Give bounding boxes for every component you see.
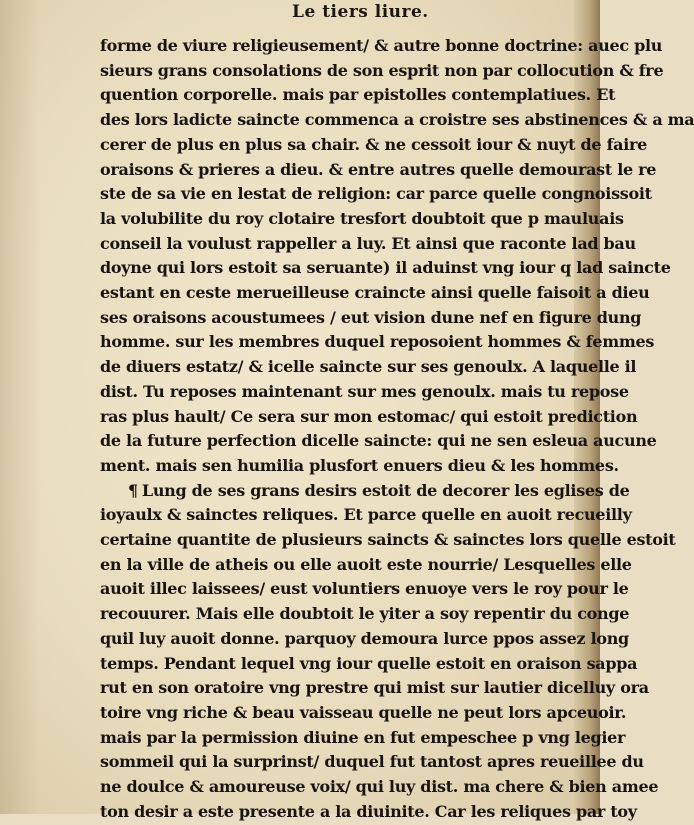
page-edge-shadow	[0, 0, 40, 814]
text-line: auoit illec laissees/ eust voluntiers enuoye vers le roy pour le	[100, 579, 629, 599]
text-line: doyne qui lors estoit sa seruante) il aduinst vng iour q lad saincte	[100, 258, 671, 278]
text-line: des lors ladicte saincte commenca a croistre ses abstinences & a ma	[100, 110, 694, 130]
text-line: ras plus hault/ Ce sera sur mon estomac/ qui estoit prediction	[100, 406, 638, 426]
text-line: conseil la voulust rappeller a luy. Et ainsi que raconte lad bau	[100, 233, 636, 253]
running-head: Le tiers liure.	[292, 2, 429, 22]
text-line: certaine quantite de plusieurs saincts & sainctes lors quelle estoit	[100, 530, 676, 550]
text-line: en la ville de atheis ou elle auoit este nourrie/ Lesquelles elle	[100, 554, 632, 574]
text-line: cerer de plus en plus sa chair. & ne cessoit iour & nuyt de faire	[100, 134, 648, 154]
text-line: ment. mais sen humilia plusfort enuers dieu & les hommes.	[100, 455, 619, 475]
text-line: sieurs grans consolations de son esprit non par collocution & fre	[100, 60, 664, 80]
text-line: ioyaulx & sainctes reliques. Et parce quelle en auoit recueilly	[100, 505, 632, 525]
text-line: Lung de ses grans desirs estoit de decorer les eglises de	[141, 480, 630, 500]
text-line: dist. Tu reposes maintenant sur mes genoulx. mais tu repose	[100, 381, 629, 401]
text-line: homme. sur les membres duquel reposoient hommes & femmes	[100, 332, 655, 352]
text-line: toire vng riche & beau vaisseau quelle ne peut lors apceuoir.	[100, 702, 627, 722]
text-line: recouurer. Mais elle doubtoit le yiter a soy repentir du conge	[100, 604, 630, 624]
text-line: forme de viure religieusement/ & autre bonne doctrine: auec plu	[100, 36, 663, 55]
text-line: ses oraisons acoustumees / eut vision dune nef en figure dung	[100, 307, 642, 327]
text-line: ton desir a este presente a la diuinite. Car les reliques par toy	[100, 801, 637, 821]
body-text	[100, 34, 694, 825]
text-line: de diuers estatz/ & icelle saincte sur ses genoulx. A laquelle il	[100, 357, 637, 377]
text-line: estant en ceste merueilleuse craincte ainsi quelle faisoit a dieu	[100, 283, 650, 303]
text-line: ste de sa vie en lestat de religion: car parce quelle congnoissoit	[100, 184, 652, 204]
text-line: quention corporelle. mais par epistolles contemplatiues. Et	[100, 85, 616, 105]
text-line: rut en son oratoire vng prestre qui mist sur lautier dicelluy ora	[100, 678, 649, 698]
text-line: quil luy auoit donne. parquoy demoura lurce ppos assez long	[100, 628, 629, 648]
text-line: mais par la permission diuine en fut empeschee p vng legier	[100, 727, 626, 747]
text-line: temps. Pendant lequel vng iour quelle estoit en oraison sappa	[100, 653, 638, 673]
text-line: de la future perfection dicelle saincte: qui ne sen esleua aucune	[100, 431, 657, 451]
text-line: ne doulce & amoureuse voix/ qui luy dist. ma chere & bien amee	[100, 777, 659, 797]
text-line: sommeil qui la surprinst/ duquel fut tantost apres reueillee du	[100, 752, 644, 772]
paragraph-mark: ¶	[128, 480, 138, 500]
text-line: oraisons & prieres a dieu. & entre autres quelle demourast le re	[100, 159, 657, 179]
paragraph-start-line	[100, 479, 630, 504]
text-line: la volubilite du roy clotaire tresfort doubtoit que p mauluais	[100, 208, 624, 228]
